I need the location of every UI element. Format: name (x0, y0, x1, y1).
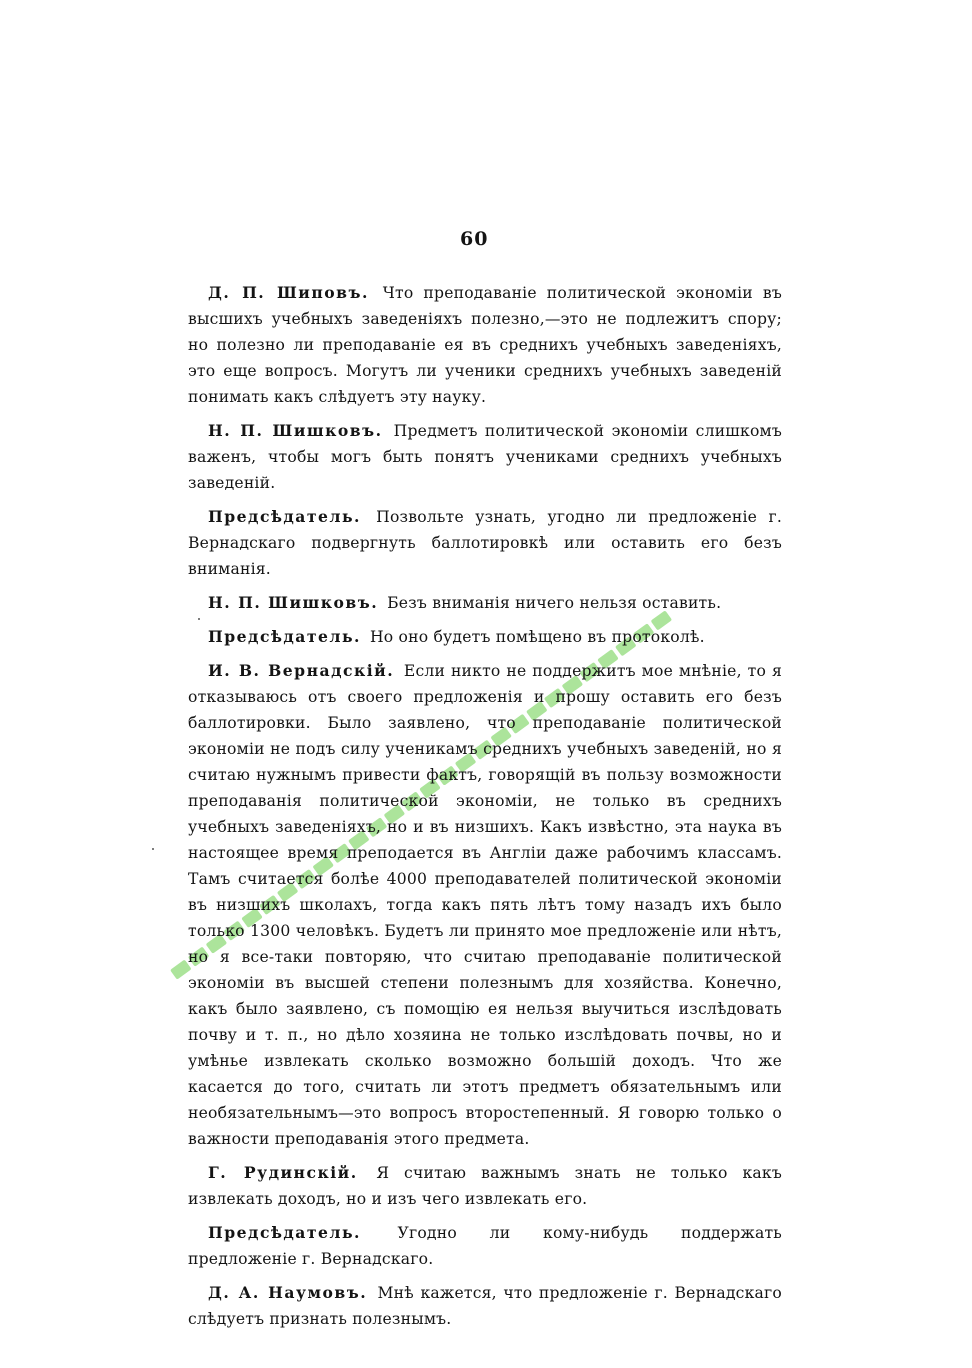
paragraph (188, 624, 782, 650)
paragraph (188, 1220, 782, 1272)
paragraph (188, 280, 782, 410)
scan-speck (198, 618, 200, 620)
speech-text: Но оно будетъ помѣщено въ протоколѣ. (369, 628, 705, 646)
speech-text: Если никто не поддержитъ мое мнѣнiе, то я отказываюсь отъ своего предложенiя и прошу оставить его безъ баллотировки. Было заявлено, что преподаванiе политической экономiи не подъ силу ученикамъ среднихъ учебныхъ заведенiй, но я считаю нужнымъ привести фактъ, говорящiй въ пользу возможности преподаванiя политической экономiи, не только въ среднихъ учебныхъ заведенiяхъ, но и въ низшихъ. Какъ извѣстно, эта наука въ настоящее время преподается въ Англiи даже рабочимъ классамъ. Тамъ считается болѣе 4000 преподавателей политической экономiи въ низшихъ школахъ, тогда какъ пять лѣтъ тому назадъ ихъ было только 1300 человѣкъ. Будетъ ли принято мое предложенiе или нѣтъ, но я все-таки повторяю, что считаю преподаванiе политической экономiи въ высшей степени полезнымъ для хозяйства. Конечно, какъ было заявлено, съ помощiю ея нельзя выучиться изслѣдовать почву и т. п., но дѣло хозяина не только изслѣдовать почвы, но и умѣнье извлекать сколько возможно большiй доходъ. Что же касается до того, считать ли этотъ предметъ обязательнымъ или необязательнымъ—это вопросъ второстепенный. Я говорю только о важности преподаванiя этого предмета. (188, 662, 782, 1148)
speaker-name: Д. А. Наумовъ. (208, 1283, 368, 1302)
speaker-name: И. В. Вернадскiй. (208, 661, 395, 680)
paragraph (188, 1280, 782, 1332)
speaker-name: Г. Рудинскiй. (208, 1163, 358, 1182)
paragraph (188, 658, 782, 1152)
paragraph (188, 590, 782, 616)
speech-text: Позвольте узнать, угодно ли предложенiе г. Вернадскаго подвергнуть баллотировкѣ или оставить его безъ вниманiя. (188, 508, 782, 578)
speech-text: Я считаю важнымъ знать не только какъ извлекать доходъ, но и изъ чего извлекать его. (188, 1164, 782, 1208)
speaker-name: Н. П. Шишковъ. (208, 421, 383, 440)
speaker-name: Предсѣдатель. (208, 627, 361, 646)
paragraph (188, 418, 782, 496)
page-number: 60 (460, 228, 489, 250)
scan-speck (152, 848, 154, 850)
speech-text: Угодно ли кому-нибудь поддержать предложенiе г. Вернадскаго. (188, 1224, 782, 1268)
speech-text: Безъ вниманiя ничего нельзя оставить. (387, 594, 722, 612)
speaker-name: Д. П. Шиповъ. (208, 283, 369, 302)
speaker-name: Н. П. Шишковъ. (208, 593, 379, 612)
speech-text: Мнѣ кажется, что предложенiе г. Вернадскаго слѣдуетъ признать полезнымъ. (188, 1284, 782, 1328)
speech-text: Предметъ политической экономiи слишкомъ важенъ, чтобы могъ быть понятъ учениками среднихъ учебныхъ заведенiй. (188, 422, 782, 492)
paragraph (188, 504, 782, 582)
transcript-text (188, 280, 782, 1340)
speech-text: Что преподаванiе политической экономiи въ высшихъ учебныхъ заведенiяхъ полезно,—это не подлежитъ спору; но полезно ли преподаванiе ея въ среднихъ учебныхъ заведенiяхъ, это еще вопросъ. Могутъ ли ученики среднихъ учебныхъ заведенiй понимать какъ слѣдуетъ эту науку. (188, 284, 782, 406)
speaker-name: Предсѣдатель. (208, 507, 361, 526)
paragraph (188, 1160, 782, 1212)
speaker-name: Предсѣдатель. (208, 1223, 361, 1242)
